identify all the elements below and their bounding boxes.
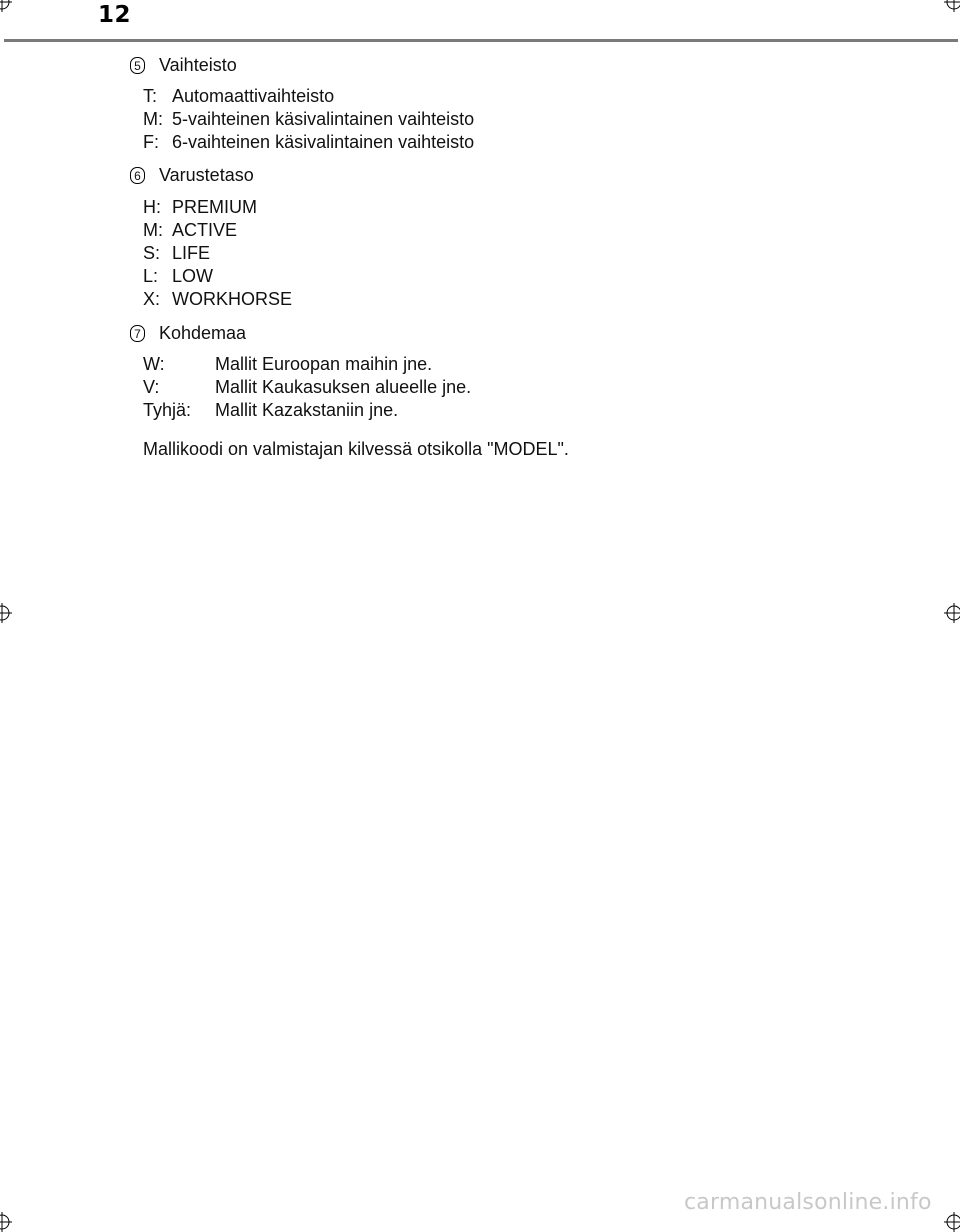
list-item <box>143 288 292 311</box>
code-key: M: <box>143 109 163 129</box>
section-heading-transmission <box>130 54 237 76</box>
section-title: Vaihteisto <box>159 54 237 75</box>
list-item <box>143 85 474 108</box>
code-list-destination <box>143 353 471 422</box>
number-badge: 5 <box>130 57 145 74</box>
list-item <box>143 108 474 131</box>
page-number: 12 <box>98 2 132 28</box>
crop-mark-icon <box>0 603 12 623</box>
code-key: H: <box>143 197 161 217</box>
list-item <box>143 219 292 242</box>
model-code-note: Mallikoodi on valmistajan kilvessä otsikolla "MODEL". <box>143 439 569 459</box>
code-list-transmission <box>143 85 474 154</box>
code-key: T: <box>143 86 158 106</box>
section-title: Varustetaso <box>159 164 254 185</box>
code-key: V: <box>143 377 160 397</box>
code-key: W: <box>143 354 165 374</box>
code-text: Mallit Kazakstaniin jne. <box>215 400 399 420</box>
code-key: L: <box>143 266 159 286</box>
code-key: Tyhjä: <box>143 400 192 420</box>
code-text: Automaattivaihteisto <box>172 86 335 106</box>
crop-mark-icon <box>944 0 960 12</box>
code-key: M: <box>143 220 163 240</box>
code-key: S: <box>143 243 161 263</box>
code-text: Mallit Kaukasuksen alueelle jne. <box>215 377 472 397</box>
code-text: 6-vaihteinen käsivalintainen vaihteisto <box>172 132 475 152</box>
code-text: WORKHORSE <box>172 289 293 309</box>
code-text: LOW <box>172 266 214 286</box>
code-list-trim-level <box>143 196 292 311</box>
code-key: F: <box>143 132 159 152</box>
code-text: PREMIUM <box>172 197 257 217</box>
list-item <box>143 196 292 219</box>
crop-mark-icon <box>944 1212 960 1232</box>
watermark-text: carmanualsonline.info <box>684 1190 932 1215</box>
list-item <box>143 265 292 288</box>
crop-mark-icon <box>0 1212 12 1232</box>
section-heading-trim-level <box>130 164 254 186</box>
list-item <box>143 353 471 376</box>
crop-mark-icon <box>944 603 960 623</box>
code-text: 5-vaihteinen käsivalintainen vaihteisto <box>172 109 475 129</box>
code-key: X: <box>143 289 161 309</box>
code-text: Mallit Euroopan maihin jne. <box>215 354 433 374</box>
list-item <box>143 242 292 265</box>
section-title: Kohdemaa <box>159 322 247 343</box>
list-item <box>143 131 474 154</box>
crop-mark-icon <box>0 0 12 12</box>
list-item <box>143 399 471 422</box>
number-badge: 6 <box>130 167 145 184</box>
header-rule <box>4 39 958 42</box>
code-text: ACTIVE <box>172 220 238 240</box>
code-text: LIFE <box>172 243 211 263</box>
list-item <box>143 376 471 399</box>
section-heading-destination <box>130 322 246 344</box>
number-badge: 7 <box>130 325 145 342</box>
